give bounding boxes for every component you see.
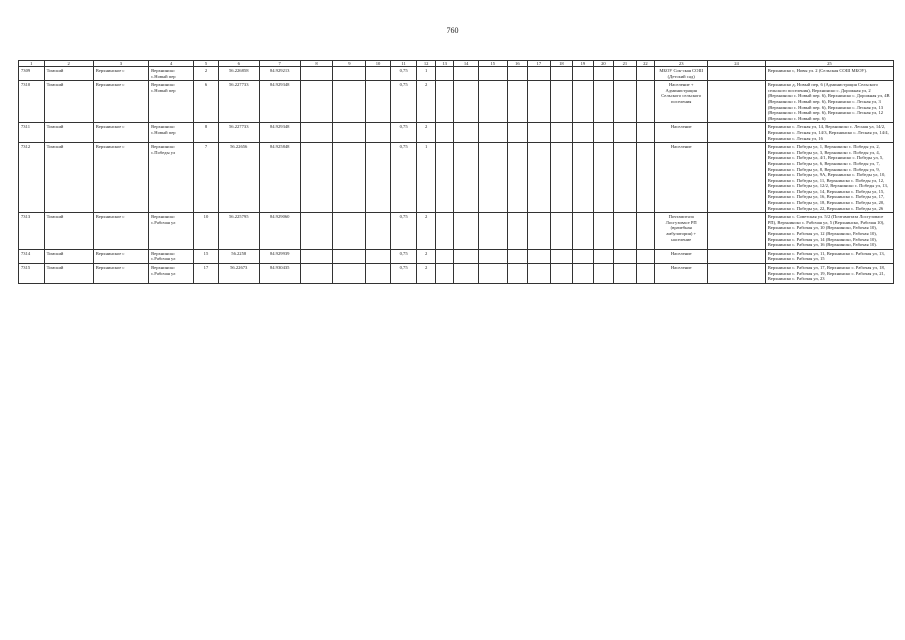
table-cell: Население <box>655 264 708 284</box>
table-cell: Томский <box>44 264 93 284</box>
table-cell <box>507 67 527 81</box>
table-cell <box>366 143 391 213</box>
table-cell: 0,75 <box>390 143 417 213</box>
table-cell <box>333 67 366 81</box>
table-cell <box>593 249 613 263</box>
column-header: 2 <box>44 61 93 67</box>
table-cell <box>333 213 366 250</box>
table-row <box>19 123 894 143</box>
table-cell <box>573 264 593 284</box>
table-cell <box>478 67 507 81</box>
table-cell <box>593 123 613 143</box>
table-cell: 7309 <box>19 67 45 81</box>
table-cell <box>454 81 479 123</box>
table-cell: 8 <box>194 123 219 143</box>
table-cell <box>507 81 527 123</box>
table-cell <box>614 264 637 284</box>
table-cell <box>507 143 527 213</box>
table-cell: Верхнинское с <box>93 67 148 81</box>
table-cell <box>528 143 551 213</box>
table-cell <box>366 81 391 123</box>
column-header: 5 <box>194 61 219 67</box>
column-header: 17 <box>528 61 551 67</box>
table-cell: 17 <box>194 264 219 284</box>
column-header: 15 <box>478 61 507 67</box>
table-cell <box>366 123 391 143</box>
table-cell: 7311 <box>19 123 45 143</box>
table-cell <box>435 123 453 143</box>
table-cell: 2 <box>417 81 435 123</box>
table-cell <box>300 249 333 263</box>
table-cell <box>478 249 507 263</box>
table-cell <box>708 264 765 284</box>
table-cell <box>573 123 593 143</box>
table-cell: 56.22673 <box>218 264 259 284</box>
table-cell: 6 <box>194 81 219 123</box>
table-cell: 56.226858 <box>218 67 259 81</box>
registry-table <box>18 60 894 284</box>
table-cell <box>636 123 654 143</box>
table-cell: Верхнинско с, Новы ул. 2 (Сельская СОШ МБОУ). <box>765 67 893 81</box>
table-row <box>19 81 894 123</box>
table-cell: Население <box>655 123 708 143</box>
table-cell <box>614 123 637 143</box>
table-cell <box>478 213 507 250</box>
table-cell: 2 <box>417 213 435 250</box>
table-cell: Население <box>655 143 708 213</box>
column-header: 6 <box>218 61 259 67</box>
table-cell: 0,75 <box>390 213 417 250</box>
table-cell: Верхнинско с.Новый пер <box>149 81 194 123</box>
table-cell: 0,75 <box>390 67 417 81</box>
table-cell: Томский <box>44 67 93 81</box>
table-cell <box>507 123 527 143</box>
table-cell <box>454 67 479 81</box>
column-header: 8 <box>300 61 333 67</box>
column-header: 11 <box>390 61 417 67</box>
table-cell <box>333 264 366 284</box>
table-cell <box>708 123 765 143</box>
table-cell <box>333 143 366 213</box>
column-header: 25 <box>765 61 893 67</box>
table-cell <box>550 123 573 143</box>
column-header: 22 <box>636 61 654 67</box>
table-cell <box>636 143 654 213</box>
table-cell <box>593 81 613 123</box>
table-cell <box>550 67 573 81</box>
column-header: 16 <box>507 61 527 67</box>
table-cell <box>573 213 593 250</box>
column-header: 10 <box>366 61 391 67</box>
table-cell <box>454 213 479 250</box>
table-cell <box>550 143 573 213</box>
table-cell <box>435 67 453 81</box>
table-cell <box>507 264 527 284</box>
column-header: 12 <box>417 61 435 67</box>
table-cell <box>614 249 637 263</box>
table-cell: Томский <box>44 123 93 143</box>
table-cell: 1 <box>417 67 435 81</box>
table-cell: Верхнинское с <box>93 249 148 263</box>
table-cell: 84.929348 <box>259 123 300 143</box>
table-cell: 7310 <box>19 81 45 123</box>
table-row <box>19 249 894 263</box>
table-cell <box>528 249 551 263</box>
column-header: 24 <box>708 61 765 67</box>
table-row <box>19 143 894 213</box>
table-cell: Верхнинско с. Лесная ул, 14, Верхнинско с. Лесная ул, 14/2, Верхнинско с. Лесная ул, 14/3, Верхнинско с. Лесная ул, 14/4, Верхнинско с. Лесная ул, 16 <box>765 123 893 143</box>
table-cell: 56.22656 <box>218 143 259 213</box>
table-cell <box>614 67 637 81</box>
column-header: 19 <box>573 61 593 67</box>
table-cell <box>636 264 654 284</box>
table-cell <box>614 81 637 123</box>
table-cell <box>435 213 453 250</box>
table-cell <box>573 81 593 123</box>
table-cell <box>708 67 765 81</box>
table-cell <box>333 249 366 263</box>
table-row <box>19 264 894 284</box>
table-cell: Верхнинско с. Рабочая ул, 17, Верхнинско с. Рабочая ул, 18, Верхнинско с. Рабочая ул, 19, Верхнинско с. Рабочая ул, 21, Верхнинско с. Рабочая ул, 23 <box>765 264 893 284</box>
table-cell: 0,75 <box>390 81 417 123</box>
table-cell <box>435 81 453 123</box>
table-cell <box>614 143 637 213</box>
table-cell <box>528 67 551 81</box>
table-cell <box>708 249 765 263</box>
table-cell <box>573 249 593 263</box>
column-header: 14 <box>454 61 479 67</box>
table-cell <box>300 264 333 284</box>
table-cell: 15 <box>194 249 219 263</box>
table-cell: 0,75 <box>390 264 417 284</box>
table-cell <box>333 81 366 123</box>
table-cell <box>614 213 637 250</box>
table-cell: 84.930435 <box>259 264 300 284</box>
table-cell: Верхнинско с.Рабочая ул <box>149 264 194 284</box>
table-cell: Верхнинское с <box>93 143 148 213</box>
column-header: 21 <box>614 61 637 67</box>
table-cell <box>593 67 613 81</box>
table-cell: Томский <box>44 213 93 250</box>
table-cell <box>435 249 453 263</box>
table-cell <box>454 143 479 213</box>
table-row <box>19 67 894 81</box>
table-cell <box>550 81 573 123</box>
table-cell: Верхнинское с <box>93 81 148 123</box>
table-cell: Томский <box>44 249 93 263</box>
table-cell: 84.929348 <box>259 81 300 123</box>
table-cell: Верхнинско с.Рабочая ул <box>149 213 194 250</box>
table-cell <box>708 81 765 123</box>
column-header: 13 <box>435 61 453 67</box>
table-cell: 56.227733 <box>218 81 259 123</box>
table-cell: Верхнинско с.Новый пер <box>149 67 194 81</box>
table-cell <box>478 143 507 213</box>
table-cell <box>550 249 573 263</box>
table-cell <box>636 213 654 250</box>
table-cell <box>507 213 527 250</box>
table-cell: 2 <box>194 67 219 81</box>
table-cell <box>300 213 333 250</box>
table-cell <box>478 81 507 123</box>
table-cell <box>550 213 573 250</box>
table-cell <box>573 143 593 213</box>
table-cell <box>593 143 613 213</box>
table-cell: 0,75 <box>390 249 417 263</box>
table-cell: Томский <box>44 143 93 213</box>
table-cell: 7313 <box>19 213 45 250</box>
column-header: 4 <box>149 61 194 67</box>
table-cell <box>708 213 765 250</box>
table-cell <box>366 67 391 81</box>
page-number: 760 <box>446 26 459 35</box>
table-cell: Верхнинское с <box>93 123 148 143</box>
table-cell <box>454 264 479 284</box>
table-cell: 84.929213 <box>259 67 300 81</box>
table-cell: Верхнинско с.Победы ул <box>149 143 194 213</box>
table-cell <box>366 264 391 284</box>
table-cell: 84.925848 <box>259 143 300 213</box>
table-cell <box>300 143 333 213</box>
column-header: 9 <box>333 61 366 67</box>
table-cell <box>478 123 507 143</box>
table-cell <box>478 264 507 284</box>
table-cell: Верхнинско с.Новый пер <box>149 123 194 143</box>
table-cell <box>636 249 654 263</box>
table-cell <box>507 249 527 263</box>
table-cell <box>593 264 613 284</box>
table-cell <box>528 123 551 143</box>
table-cell <box>435 143 453 213</box>
column-header: 3 <box>93 61 148 67</box>
table-cell: 84.929939 <box>259 249 300 263</box>
table-cell: 7 <box>194 143 219 213</box>
table-cell <box>333 123 366 143</box>
table-cell: Верхнинско с. Победы ул, 1, Верхнинско с. Победы ул, 2, Верхнинско с. Победы ул, 3, Верхнинско с. Победы ул, 4, Верхнинско с. Победы ул, 4/1, Верхнинско с. Победы ул, 5, Верхнинско с. Победы ул, 6, Верхнинско с. Победы ул, 7, Верхнинско с. Победы ул, 8, Верхнинско с. Победы ул, 9, Верхнинско с. Победы ул, 9А, Верхнинско с. Победы ул, 10, Верхнинско с. Победы ул, 11, Верхнинско с. Победы ул, 12, Верхнинско с. Победы ул, 12/2, Верхнинско с. Победы ул, 13, Верхнинско с. Победы ул, 14, Верхнинско с. Победы ул, 15, Верхнинско с. Победы ул, 16, Верхнинско с. Победы ул, 17, Верхнинско с. Победы ул, 18, Верхнинско с. Победы ул, 20, Верхнинско с. Победы ул, 22, Верхнинско с. Победы ул, 26 <box>765 143 893 213</box>
column-header: 1 <box>19 61 45 67</box>
column-header: 7 <box>259 61 300 67</box>
table-cell: Томский <box>44 81 93 123</box>
table-cell: 0,75 <box>390 123 417 143</box>
table-cell: 2 <box>417 264 435 284</box>
table-cell: 7315 <box>19 264 45 284</box>
table-cell <box>300 123 333 143</box>
table-cell <box>366 213 391 250</box>
column-header: 20 <box>593 61 613 67</box>
table-cell <box>454 123 479 143</box>
table-cell <box>636 67 654 81</box>
table-cell <box>573 67 593 81</box>
table-cell: 1 <box>417 143 435 213</box>
table-cell: Население + Администрация Сельского сельского поселения <box>655 81 708 123</box>
table-cell <box>300 81 333 123</box>
table-row <box>19 213 894 250</box>
table-cell: 10 <box>194 213 219 250</box>
table-cell: Верхнинско д, Новый пер, 6 (Администрация Сельского сельского поселения), Верхнинско с. Дорожная ул, 2 (Верхнинско с. Новый пер. 6), Верхнинско с. Дорожная ул, 4В (Верхнинско с. Новый пер. 6), Верхнинско с. Лесная ул, 3 (Верхнинско с. Новый пер. 6), Верхнинско с. Лесная ул, 13 (Верхнинско с. Новый пер. 6), Верхнинско с. Лесная ул, 12 (Верхнинско с. Новый пер. 6) <box>765 81 893 123</box>
table-cell <box>528 81 551 123</box>
table-cell: Верхнинское с <box>93 213 148 250</box>
table-cell: 7314 <box>19 249 45 263</box>
table-cell <box>528 264 551 284</box>
table-cell <box>300 67 333 81</box>
table-cell: 56.227733 <box>218 123 259 143</box>
table-cell <box>636 81 654 123</box>
table-cell: 56.225795 <box>218 213 259 250</box>
table-cell <box>454 249 479 263</box>
table-cell <box>366 249 391 263</box>
column-header: 23 <box>655 61 708 67</box>
table-cell <box>593 213 613 250</box>
table-cell: МБОУ Сок-ская СОШ (Детский сад) <box>655 67 708 81</box>
table-cell <box>435 264 453 284</box>
table-cell: 56.2258 <box>218 249 259 263</box>
table-cell: 2 <box>417 249 435 263</box>
table-cell: 84.929060 <box>259 213 300 250</box>
table-cell: Почтамптаза Лосгузовасе РП (врачебная амбулатория) + население <box>655 213 708 250</box>
table-cell: Верхнинско с.Рабочая ул <box>149 249 194 263</box>
table-cell: Верхнинско с. Советская ул. 5/2 (Почтамптаза Лосгузовасе РП), Верхнинско с. Рабочая ул, 5 (Верхнинско, Рабочая 10), Верхнинско с. Рабочая ул, 10 (Верхнинско, Рабочая 10), Верхнинско с. Рабочая ул, 12 (Верхнинско, Рабочая 10), Верхнинско с. Рабочая ул, 14 (Верхнинско, Рабочая 10), Верхнинско с. Рабочая ул, 16 (Верхнинско, Рабочая 10). <box>765 213 893 250</box>
table-cell: Население <box>655 249 708 263</box>
table-cell: Верхнинское с <box>93 264 148 284</box>
column-header: 18 <box>550 61 573 67</box>
table-cell: 7312 <box>19 143 45 213</box>
table-cell: 2 <box>417 123 435 143</box>
table-cell <box>550 264 573 284</box>
table-cell <box>708 143 765 213</box>
table-cell: Верхнинско с. Рабочая ул, 11, Верхнинско с. Рабочая ул, 13, Верхнинско с. Рабочая ул, 15 <box>765 249 893 263</box>
table-cell <box>528 213 551 250</box>
